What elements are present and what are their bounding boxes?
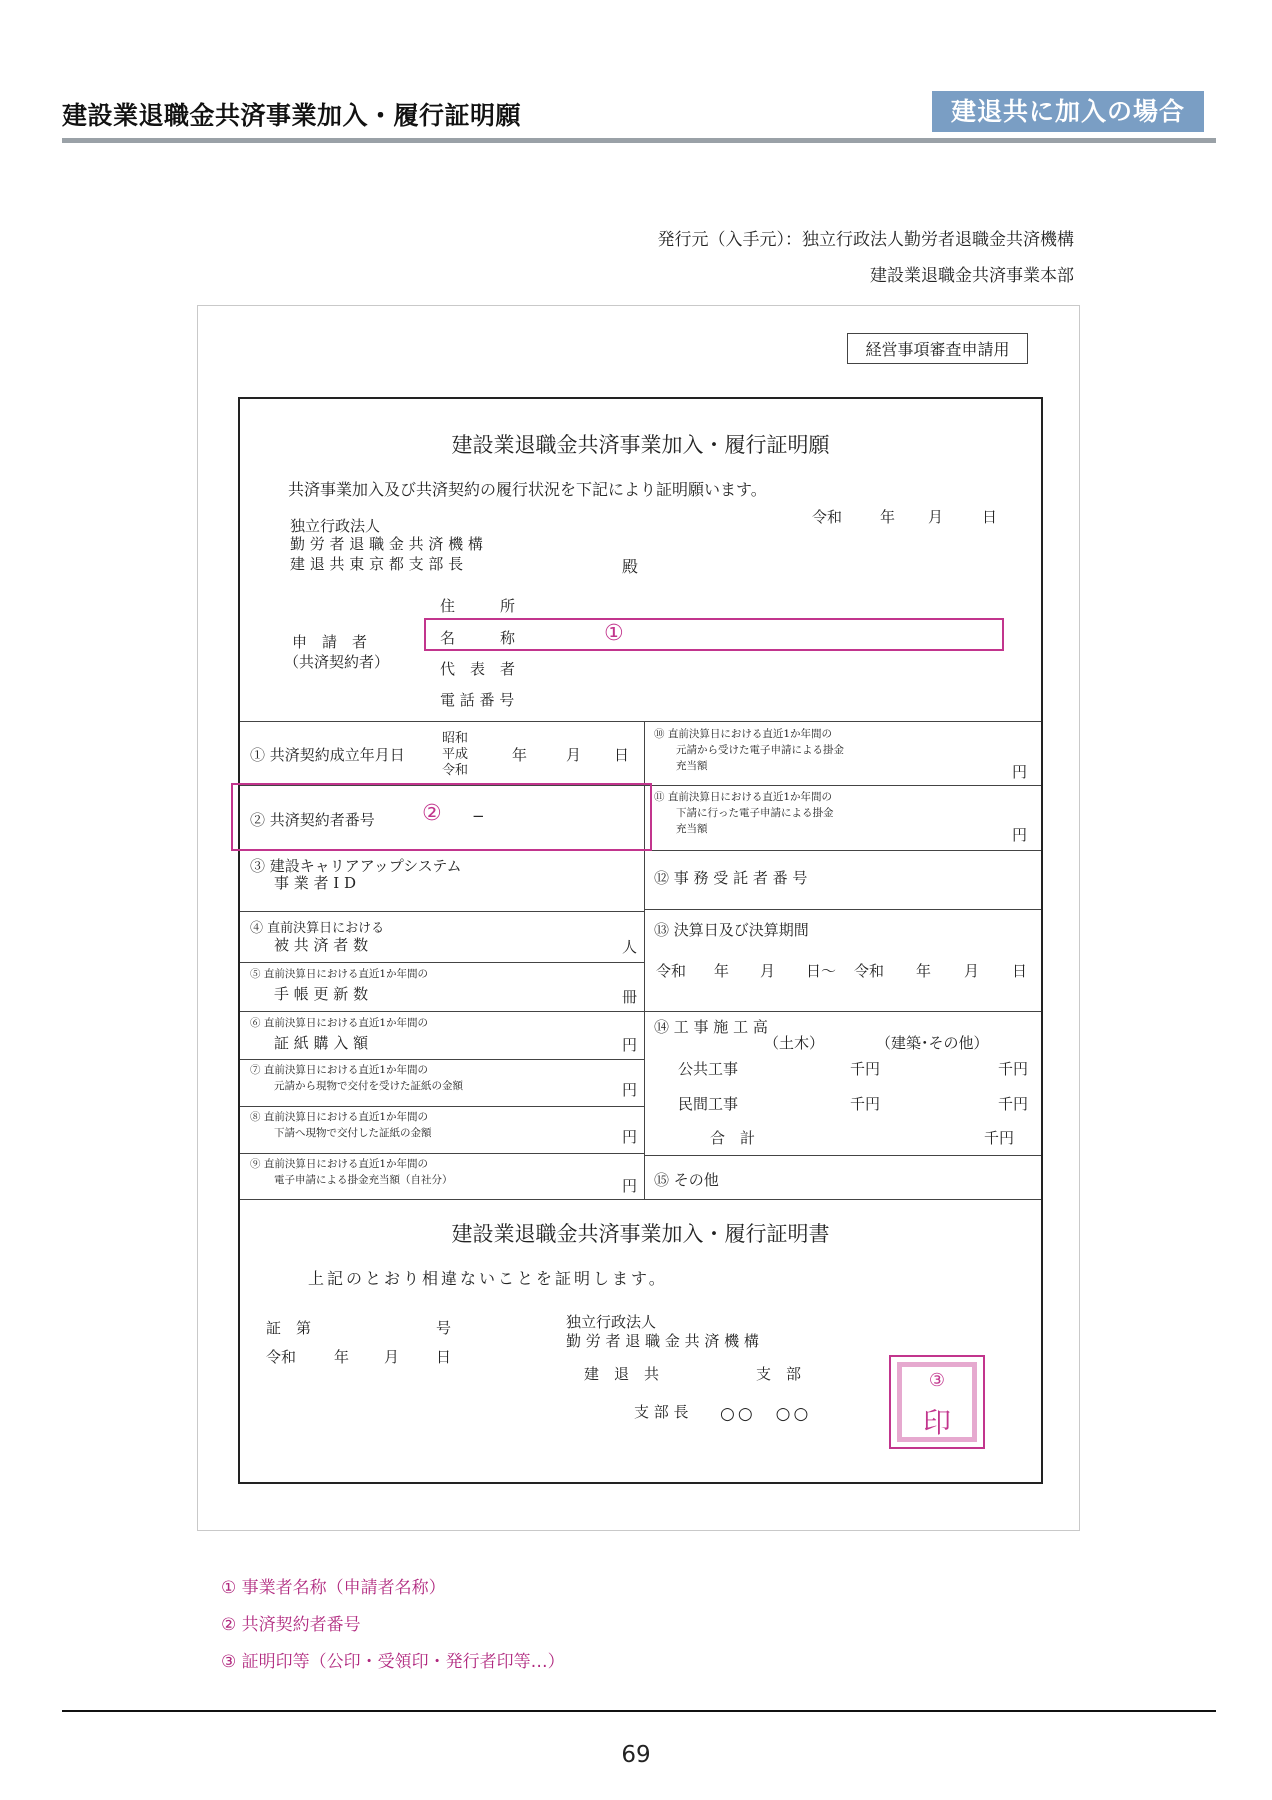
grid-line xyxy=(240,1199,1041,1200)
item1-label: ① 共済契約成立年月日 xyxy=(250,746,405,764)
item14-col-civil: （土木） xyxy=(764,1034,825,1052)
item14-private-building-unit: 千円 xyxy=(998,1095,1029,1113)
applicant-address-label: 住 所 xyxy=(440,597,516,615)
item13-label: ⑬ 決算日及び決算期間 xyxy=(654,921,809,939)
grid-line xyxy=(644,909,1041,910)
item15-label: ⑮ その他 xyxy=(654,1171,719,1189)
seal-stamp xyxy=(897,1362,977,1442)
item4-line-1: ④ 直前決算日における xyxy=(250,921,385,936)
marker-1: ① xyxy=(604,621,624,646)
item11-line-2: 下請に行った電子申請による掛金 xyxy=(676,807,834,819)
item3-line-2: 事 業 者 I D xyxy=(274,874,357,892)
certificate-head-name: ○○ ○○ xyxy=(720,1404,812,1424)
item11-line-3: 充当額 xyxy=(676,823,708,835)
item1-day: 日 xyxy=(614,746,630,764)
item9-line-2: 電子申請による掛金充当額（自社分） xyxy=(274,1174,453,1186)
item14-public-building-unit: 千円 xyxy=(998,1060,1029,1078)
applicant-name-label: 名 称 xyxy=(440,629,516,647)
certificate-branch: 建 退 共 xyxy=(584,1365,660,1383)
certificate-date-month: 月 xyxy=(384,1348,400,1366)
item14-private-label: 民間工事 xyxy=(678,1095,739,1113)
item14-total-unit: 千円 xyxy=(984,1129,1015,1147)
item8-line-2: 下請へ現物で交付した証紙の金額 xyxy=(274,1127,432,1139)
certificate-date-era: 令和 xyxy=(266,1348,297,1366)
item6-line-2: 証 紙 購 入 額 xyxy=(274,1034,369,1052)
date-era: 令和 xyxy=(812,508,843,526)
item5-line-2: 手 帳 更 新 数 xyxy=(274,985,369,1003)
applicant-phone-label: 電 話 番 号 xyxy=(440,691,515,709)
item11-unit: 円 xyxy=(1012,826,1028,844)
item14-col-building: （建築･その他） xyxy=(876,1034,989,1052)
header-divider xyxy=(62,138,1216,143)
item10-line-2: 元請から受けた電子申請による掛金 xyxy=(676,744,844,756)
item5-line-1: ⑤ 直前決算日における直近1か年間の xyxy=(250,968,429,980)
item14-label: ⑭ 工 事 施 工 高 xyxy=(654,1018,768,1036)
item9-unit: 円 xyxy=(622,1177,638,1195)
certificate-number-label: 証 第 xyxy=(266,1319,312,1337)
marker-3: ③ xyxy=(928,1370,946,1391)
item7-unit: 円 xyxy=(622,1081,638,1099)
grid-line xyxy=(240,911,644,912)
highlight-applicant-name xyxy=(424,618,1004,651)
date-year: 年 xyxy=(880,508,896,526)
certificate-date-year: 年 xyxy=(334,1348,350,1366)
item13-day-start: 日〜 xyxy=(806,962,837,980)
item13-era-end: 令和 xyxy=(854,962,885,980)
certificate-branch-suffix: 支 部 xyxy=(756,1365,802,1383)
addressee-line-2: 勤 労 者 退 職 金 共 済 機 構 xyxy=(290,535,483,553)
grid-line xyxy=(240,1059,644,1060)
grid-line xyxy=(644,1155,1041,1156)
item13-month-end: 月 xyxy=(964,962,980,980)
item13-month-start: 月 xyxy=(760,962,776,980)
addressee-line-1: 独立行政法人 xyxy=(290,517,381,535)
item2-label: ② 共済契約者番号 xyxy=(250,811,375,829)
legend-item-1: ① 事業者名称（申請者名称） xyxy=(221,1578,446,1598)
section-badge: 建退共に加入の場合 xyxy=(932,91,1204,132)
item2-dash: − xyxy=(472,807,485,825)
item14-public-civil-unit: 千円 xyxy=(850,1060,881,1078)
item1-month: 月 xyxy=(566,746,582,764)
application-form xyxy=(238,397,1043,1484)
item14-private-civil-unit: 千円 xyxy=(850,1095,881,1113)
certificate-org-line-1: 独立行政法人 xyxy=(566,1313,657,1331)
certificate-org-line-2: 勤 労 者 退 職 金 共 済 機 構 xyxy=(566,1332,759,1350)
grid-line xyxy=(240,962,644,963)
item4-unit: 人 xyxy=(622,938,638,956)
page-title: 建設業退職金共済事業加入・履行証明願 xyxy=(62,101,522,130)
item13-year-end: 年 xyxy=(916,962,932,980)
item13-day-end: 日 xyxy=(1012,962,1028,980)
grid-line xyxy=(644,1011,1041,1012)
applicant-label: 申 請 者 xyxy=(292,633,368,651)
form-intro: 共済事業加入及び共済契約の履行状況を下記により証明願います。 xyxy=(288,480,767,499)
date-day: 日 xyxy=(982,508,998,526)
certificate-date-day: 日 xyxy=(436,1348,452,1366)
item6-unit: 円 xyxy=(622,1036,638,1054)
item8-unit: 円 xyxy=(622,1128,638,1146)
issuer-line-1: 発行元（入手元）：独立行政法人勤労者退職金共済機構 xyxy=(657,230,1074,250)
page-number: 69 xyxy=(621,1742,651,1768)
certificate-number-suffix: 号 xyxy=(436,1319,452,1337)
use-label-box: 経営事項審査申請用 xyxy=(847,333,1028,364)
addressee-honorific: 殿 xyxy=(622,557,639,576)
legend-item-3: ③ 証明印等（公印・受領印・発行者印等…） xyxy=(221,1652,565,1672)
applicant-rep-label: 代 表 者 xyxy=(440,660,516,678)
date-month: 月 xyxy=(928,508,944,526)
item10-unit: 円 xyxy=(1012,763,1028,781)
item13-era-start: 令和 xyxy=(656,962,687,980)
item14-total-label: 合 計 xyxy=(710,1129,756,1147)
grid-line xyxy=(240,1011,644,1012)
seal-character: 印 xyxy=(922,1406,951,1439)
legend-item-2: ② 共済契約者番号 xyxy=(221,1615,361,1635)
item14-public-label: 公共工事 xyxy=(678,1060,739,1078)
item7-line-1: ⑦ 直前決算日における直近1か年間の xyxy=(250,1064,429,1076)
item3-line-1: ③ 建設キャリアアップシステム xyxy=(250,857,462,875)
certificate-title: 建設業退職金共済事業加入・履行証明書 xyxy=(451,1222,830,1246)
certificate-statement: 上記のとおり相違ないことを証明します。 xyxy=(308,1269,668,1288)
certificate-head-label: 支 部 長 xyxy=(634,1403,689,1421)
applicant-sublabel: （共済契約者） xyxy=(284,653,390,671)
grid-line xyxy=(240,1153,644,1154)
item12-label: ⑫ 事 務 受 託 者 番 号 xyxy=(654,869,808,887)
marker-2: ② xyxy=(422,801,442,826)
item8-line-1: ⑧ 直前決算日における直近1か年間の xyxy=(250,1111,429,1123)
item4-line-2: 被 共 済 者 数 xyxy=(274,936,369,954)
item5-unit: 冊 xyxy=(622,988,638,1006)
addressee-line-3: 建 退 共 東 京 都 支 部 長 xyxy=(290,555,464,573)
item7-line-2: 元請から現物で交付を受けた証紙の金額 xyxy=(274,1080,463,1092)
footer-divider xyxy=(62,1710,1216,1712)
item10-line-3: 充当額 xyxy=(676,760,708,772)
item9-line-1: ⑨ 直前決算日における直近1か年間の xyxy=(250,1158,429,1170)
item6-line-1: ⑥ 直前決算日における直近1か年間の xyxy=(250,1017,429,1029)
item10-line-1: ⑩ 直前決算日における直近1か年間の xyxy=(654,728,833,740)
item1-era-showa: 昭和 xyxy=(442,731,469,746)
item1-year: 年 xyxy=(512,746,528,764)
item13-year-start: 年 xyxy=(714,962,730,980)
issuer-line-2: 建設業退職金共済事業本部 xyxy=(870,266,1074,286)
item1-era-reiwa: 令和 xyxy=(442,763,469,778)
grid-line xyxy=(240,721,1041,722)
grid-line xyxy=(240,1106,644,1107)
item11-line-1: ⑪ 直前決算日における直近1か年間の xyxy=(654,791,833,803)
form-title: 建設業退職金共済事業加入・履行証明願 xyxy=(451,433,830,457)
item1-era-heisei: 平成 xyxy=(442,747,469,762)
